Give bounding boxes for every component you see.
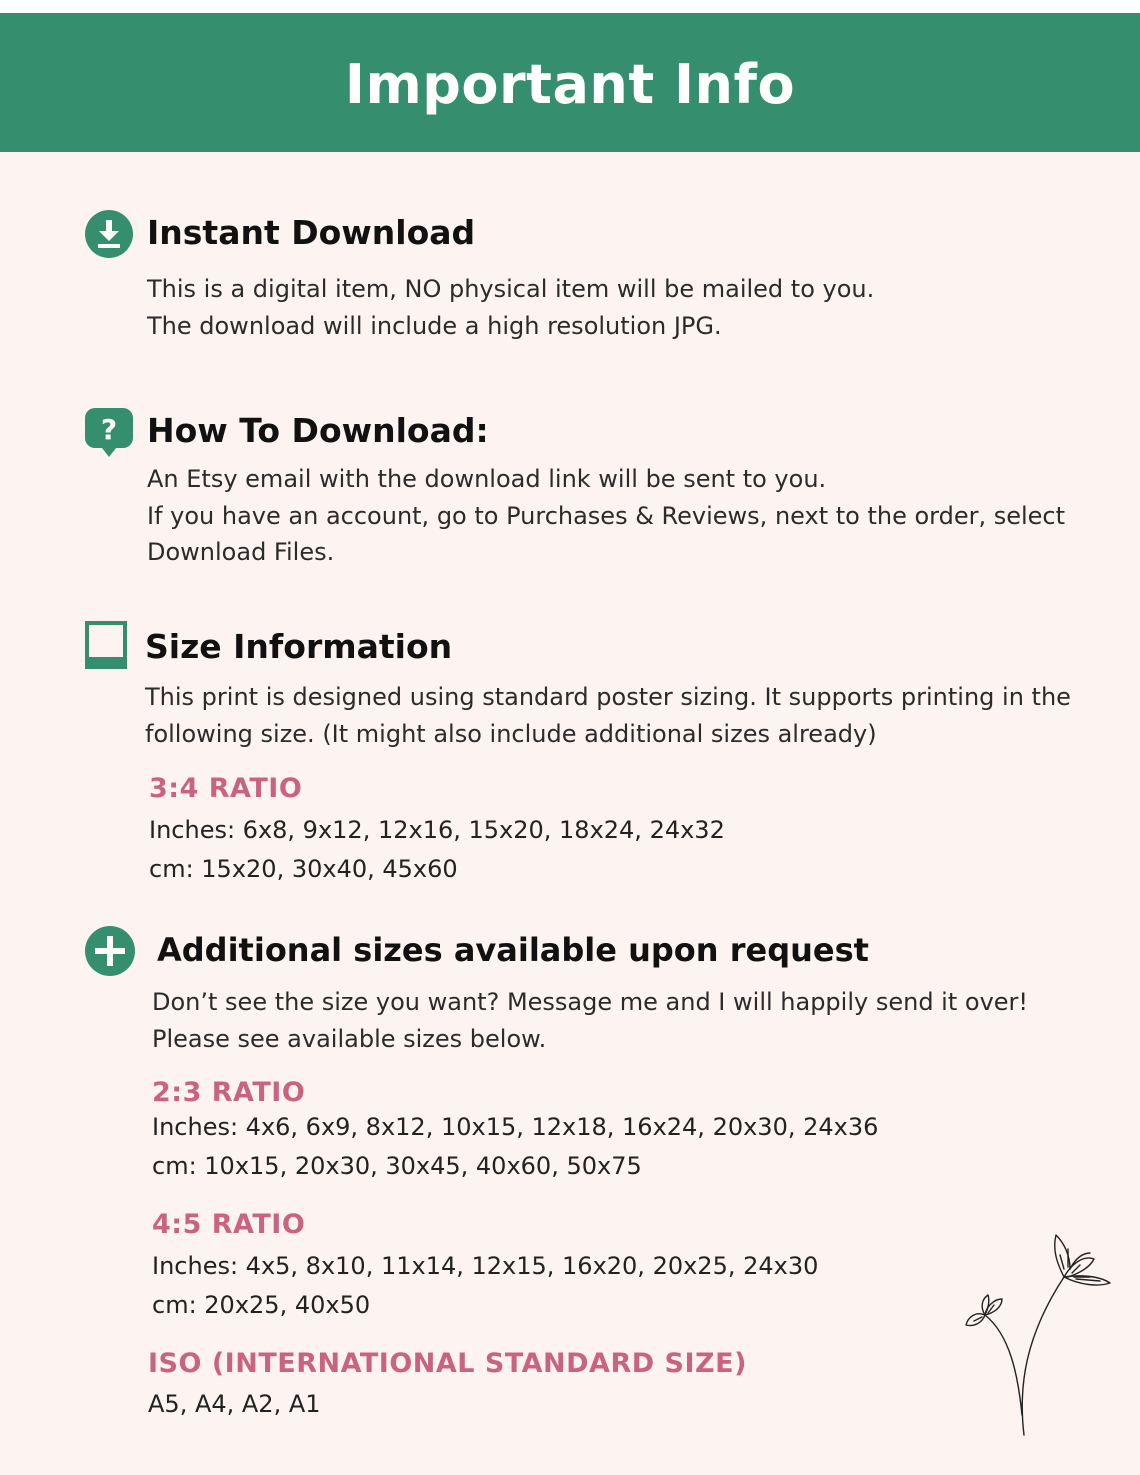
text-line: Download Files. — [147, 538, 335, 566]
text-line: An Etsy email with the download link will be sent to you. — [147, 465, 827, 493]
cm-sizes: cm: 20x25, 40x50 — [152, 1291, 371, 1319]
text-line: Please see available sizes below. — [152, 1024, 547, 1053]
flower-line-art-icon — [960, 1225, 1120, 1444]
plus-circle-icon — [85, 926, 135, 980]
ratio-3-4-label: 3:4 RATIO — [149, 773, 303, 804]
text-line: Don’t see the size you want? Message me and I will happily send it over! — [152, 988, 1029, 1016]
iso-sizes: A5, A4, A2, A1 — [148, 1390, 321, 1418]
additional-sizes-heading: Additional sizes available upon request — [157, 931, 869, 969]
size-information-text — [145, 679, 1071, 752]
text-line: following size. (It might also include additional sizes already) — [145, 719, 877, 748]
additional-sizes-text — [152, 984, 1028, 1057]
inches-sizes: Inches: 4x6, 6x9, 8x12, 10x15, 12x18, 16x24, 20x30, 24x36 — [152, 1113, 879, 1141]
question-bubble-icon — [85, 408, 133, 464]
cm-sizes: cm: 15x20, 30x40, 45x60 — [149, 855, 458, 883]
page-title: Important Info — [344, 53, 796, 116]
text-line: This is a digital item, NO physical item will be mailed to you. — [147, 275, 875, 303]
ratio-2-3-label: 2:3 RATIO — [152, 1077, 306, 1108]
top-strip — [0, 0, 1140, 13]
text-line: This print is designed using standard poster sizing. It supports printing in the — [145, 683, 1071, 711]
instant-download-text — [147, 271, 874, 344]
frame-icon — [85, 621, 127, 673]
instant-download-heading: Instant Download — [147, 213, 476, 252]
how-to-download-text — [147, 461, 1065, 571]
inches-sizes: Inches: 4x5, 8x10, 11x14, 12x15, 16x20, 20x25, 24x30 — [152, 1252, 819, 1280]
ratio-3-4-sizes — [149, 811, 725, 889]
text-line: The download will include a high resolution JPG. — [147, 311, 722, 340]
download-icon — [85, 210, 133, 262]
ratio-4-5-sizes — [152, 1247, 818, 1325]
how-to-download-heading: How To Download: — [147, 411, 489, 450]
header-banner — [0, 13, 1140, 152]
svg-text:?: ? — [100, 413, 118, 446]
text-line: If you have an account, go to Purchases & Reviews, next to the order, select — [147, 501, 1066, 530]
inches-sizes: Inches: 6x8, 9x12, 12x16, 15x20, 18x24, 24x32 — [149, 816, 725, 844]
ratio-2-3-sizes — [152, 1108, 878, 1186]
ratio-4-5-label: 4:5 RATIO — [152, 1209, 306, 1240]
cm-sizes: cm: 10x15, 20x30, 30x45, 40x60, 50x75 — [152, 1152, 642, 1180]
size-information-heading: Size Information — [145, 627, 453, 666]
iso-label: ISO (INTERNATIONAL STANDARD SIZE) — [148, 1348, 747, 1379]
